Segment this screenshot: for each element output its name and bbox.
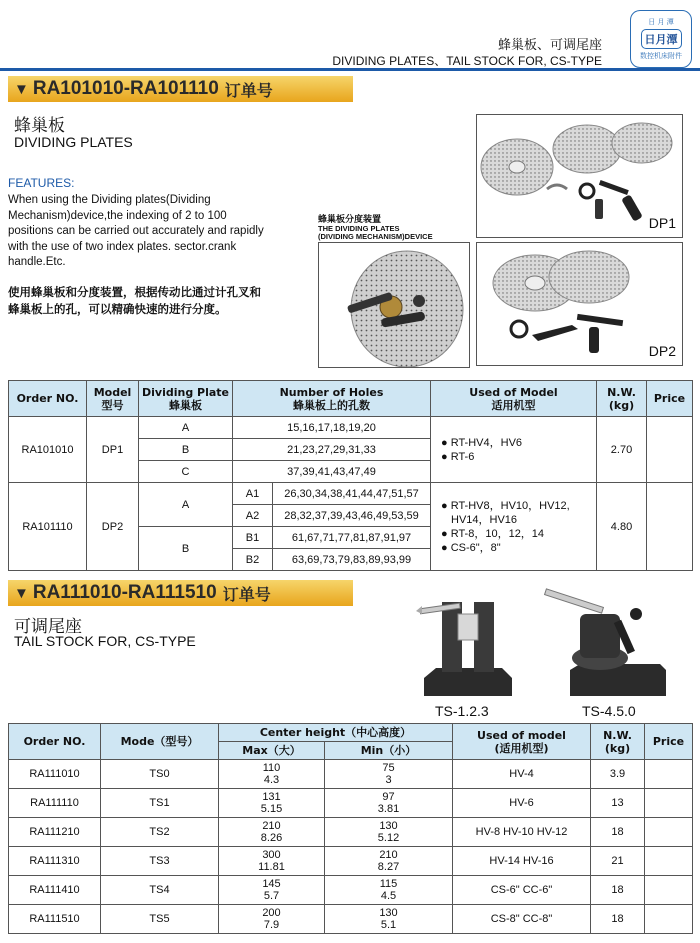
col-header-model xyxy=(87,381,139,417)
max-mm: 210 xyxy=(262,820,281,832)
section1-banner xyxy=(8,76,353,102)
sub-plate-cell: B2 xyxy=(233,549,273,571)
order-cell: RA111310 xyxy=(9,847,101,876)
table-row xyxy=(9,760,693,789)
sub-plate-cell: B1 xyxy=(233,527,273,549)
tailstock-ts123-image xyxy=(412,584,522,700)
mechanism-caption-en2: (DIVIDING MECHANISM)DEVICE xyxy=(318,232,433,241)
order-cell: RA111410 xyxy=(9,876,101,905)
max-cell xyxy=(219,847,325,876)
dividing-plates-table xyxy=(8,380,693,571)
nw-cell: 18 xyxy=(591,905,645,934)
col-header-price: Price xyxy=(647,381,693,417)
ts123-label: TS-1.2.3 xyxy=(435,703,489,719)
section1-order-label: 订单号 xyxy=(224,80,273,100)
col-header-used-en: Used of Model xyxy=(469,385,558,399)
min-inch: 3.81 xyxy=(377,803,400,815)
col-header-order: Order NO. xyxy=(9,724,101,760)
price-cell xyxy=(645,818,693,847)
holes-cell: 63,69,73,79,83,89,93,99 xyxy=(273,549,431,571)
section1-title-en: DIVIDING PLATES xyxy=(14,134,133,150)
mechanism-caption-en1: THE DIVIDING PLATES xyxy=(318,224,400,233)
col-header-nw-en: N.W. xyxy=(607,385,636,399)
col-header-nw-unit: (kg) xyxy=(608,398,635,412)
max-cell xyxy=(219,760,325,789)
max-mm: 300 xyxy=(262,849,281,861)
min-mm: 115 xyxy=(379,878,398,890)
max-inch: 4.3 xyxy=(263,774,280,786)
col-header-nw-unit: (kg) xyxy=(604,741,631,755)
dp1-label: DP1 xyxy=(648,215,676,231)
table-row xyxy=(9,876,693,905)
min-inch: 8.27 xyxy=(377,861,400,873)
order-cell: RA101010 xyxy=(9,417,87,483)
mode-cell: TS5 xyxy=(101,905,219,934)
col-header-plate-cn: 蜂巢板 xyxy=(169,398,202,412)
used-model-cell: HV-6 xyxy=(453,789,591,818)
col-header-used-cn: 适用机型 xyxy=(491,398,536,412)
table-row xyxy=(9,905,693,934)
nw-cell: 4.80 xyxy=(597,483,647,571)
header-title-en: DIVIDING PLATES、TAIL STOCK FOR, CS-TYPE xyxy=(332,54,602,68)
used-model-cell xyxy=(431,483,597,571)
col-header-used-en: Used of model xyxy=(477,728,566,742)
header-title-cn: 蜂巢板、可调尾座 xyxy=(497,38,602,53)
used-model-cell: HV-14 HV-16 xyxy=(453,847,591,876)
dp2-photo xyxy=(476,242,683,366)
col-header-center-height: Center height（中心高度） xyxy=(219,724,453,742)
mode-cell: TS1 xyxy=(101,789,219,818)
model-cell: DP2 xyxy=(87,483,139,571)
holes-cell: 37,39,41,43,47,49 xyxy=(233,461,431,483)
col-header-model-en: Model xyxy=(93,385,132,399)
section1-title-cn: 蜂巢板 xyxy=(14,116,65,136)
min-mm: 75 xyxy=(382,762,395,774)
col-header-used-cn: (适用机型) xyxy=(494,741,549,755)
order-cell: RA111210 xyxy=(9,818,101,847)
used-model-line: ● RT-6 xyxy=(441,450,475,463)
col-header-price: Price xyxy=(645,724,693,760)
price-cell xyxy=(645,760,693,789)
plate-cell: B xyxy=(139,439,233,461)
col-header-nw xyxy=(597,381,647,417)
max-inch: 11.81 xyxy=(258,861,285,873)
used-model-line: ● RT-HV4，HV6 xyxy=(441,436,523,449)
used-model-line: ● RT-8，10，12，14 xyxy=(441,527,545,540)
order-cell: RA111510 xyxy=(9,905,101,934)
nw-cell: 21 xyxy=(591,847,645,876)
mode-cell: TS2 xyxy=(101,818,219,847)
used-model-cell: CS-8" CC-8" xyxy=(453,905,591,934)
max-cell xyxy=(219,818,325,847)
section1-order-range: RA101010-RA101110 xyxy=(32,78,219,99)
dp1-photo xyxy=(476,114,683,238)
max-cell xyxy=(219,789,325,818)
price-cell xyxy=(645,905,693,934)
order-cell: RA111110 xyxy=(9,789,101,818)
col-header-model-cn: 型号 xyxy=(101,398,124,412)
table-row xyxy=(9,818,693,847)
used-model-cell: HV-8 HV-10 HV-12 xyxy=(453,818,591,847)
col-header-holes-en: Number of Holes xyxy=(279,385,384,399)
price-cell xyxy=(645,876,693,905)
order-cell: RA111010 xyxy=(9,760,101,789)
ts45-label: TS-4.5.0 xyxy=(582,703,636,719)
logo-bottom-text: 数控机床附件 xyxy=(640,52,682,60)
holes-cell: 28,32,37,39,43,46,49,53,59 xyxy=(273,505,431,527)
col-header-order: Order NO. xyxy=(9,381,87,417)
mechanism-caption-cn: 蜂巢板分度装置 xyxy=(318,215,382,225)
header-divider xyxy=(0,68,700,71)
section2-title-cn: 可调尾座 xyxy=(14,617,82,637)
min-mm: 97 xyxy=(382,791,395,803)
triangle-down-icon: ▼ xyxy=(14,584,29,602)
table-row xyxy=(9,789,693,818)
sub-plate-cell: A2 xyxy=(233,505,273,527)
used-model-cell: CS-6" CC-6" xyxy=(453,876,591,905)
plate-cell: A xyxy=(139,483,233,527)
order-cell: RA101110 xyxy=(9,483,87,571)
min-cell xyxy=(325,818,453,847)
brand-logo xyxy=(630,10,692,68)
min-cell xyxy=(325,847,453,876)
price-cell xyxy=(645,789,693,818)
min-inch: 3 xyxy=(385,774,392,786)
plate-cell: A xyxy=(139,417,233,439)
min-inch: 4.5 xyxy=(380,890,397,902)
min-cell xyxy=(325,876,453,905)
tailstock-ts45-image xyxy=(540,584,670,700)
nw-cell: 2.70 xyxy=(597,417,647,483)
col-header-mode: Mode（型号） xyxy=(101,724,219,760)
used-model-line: HV14，HV16 xyxy=(451,513,518,526)
used-model-line: ● RT-HV8，HV10，HV12, xyxy=(441,499,570,512)
col-header-used xyxy=(453,724,591,760)
min-mm: 210 xyxy=(379,849,398,861)
section2-order-label: 订单号 xyxy=(222,584,271,604)
max-inch: 5.7 xyxy=(263,890,280,902)
max-inch: 5.15 xyxy=(260,803,283,815)
min-mm: 130 xyxy=(379,907,398,919)
triangle-down-icon: ▼ xyxy=(14,80,29,98)
mode-cell: TS3 xyxy=(101,847,219,876)
min-cell xyxy=(325,760,453,789)
section2-banner xyxy=(8,580,353,606)
model-cell: DP1 xyxy=(87,417,139,483)
used-model-cell: HV-4 xyxy=(453,760,591,789)
nw-cell: 18 xyxy=(591,818,645,847)
max-mm: 145 xyxy=(262,878,281,890)
min-inch: 5.1 xyxy=(380,919,397,931)
mechanism-caption xyxy=(318,212,468,241)
holes-cell: 26,30,34,38,41,44,47,51,57 xyxy=(273,483,431,505)
col-header-nw-en: N.W. xyxy=(603,728,632,742)
max-mm: 110 xyxy=(262,762,281,774)
dp2-label: DP2 xyxy=(648,343,676,359)
holes-cell: 15,16,17,18,19,20 xyxy=(233,417,431,439)
features-text-cn: 使用蜂巢板和分度装置，根据传动比通过计孔叉和蜂巢板上的孔，可以精确快速的进行分度。 xyxy=(8,285,261,316)
holes-cell: 21,23,27,29,31,33 xyxy=(233,439,431,461)
max-inch: 7.9 xyxy=(263,919,280,931)
max-mm: 200 xyxy=(262,907,281,919)
mode-cell: TS4 xyxy=(101,876,219,905)
plate-cell: C xyxy=(139,461,233,483)
logo-top-text: 日 月 潭 xyxy=(648,18,674,26)
logo-mark: 日月潭 xyxy=(641,29,682,49)
ts45-photo xyxy=(540,584,670,700)
tail-stock-table xyxy=(8,723,693,934)
col-header-max: Max（大） xyxy=(219,742,325,760)
max-inch: 8.26 xyxy=(260,832,283,844)
price-cell xyxy=(645,847,693,876)
used-model-cell xyxy=(431,417,597,483)
price-cell xyxy=(647,417,693,483)
mode-cell: TS0 xyxy=(101,760,219,789)
col-header-plate xyxy=(139,381,233,417)
min-mm: 130 xyxy=(379,820,398,832)
section2-title-en: TAIL STOCK FOR, CS-TYPE xyxy=(14,633,196,649)
max-mm: 131 xyxy=(262,791,281,803)
section2-order-range: RA111010-RA111510 xyxy=(32,582,217,603)
table-row xyxy=(9,417,693,439)
min-inch: 5.12 xyxy=(377,832,400,844)
mechanism-photo xyxy=(318,242,470,368)
min-cell xyxy=(325,905,453,934)
col-header-nw xyxy=(591,724,645,760)
table-row xyxy=(9,483,693,505)
features-text: When using the Dividing plates(Dividing Mechanism)device,the indexing of 2 to 100 positions can be carried out accurately and rapidly with the use of two index plates. sector.crank handle.Etc. xyxy=(8,194,264,268)
dividing-mechanism-image xyxy=(319,243,469,367)
nw-cell: 13 xyxy=(591,789,645,818)
price-cell xyxy=(647,483,693,571)
used-model-line: ● CS-6"，8" xyxy=(441,541,501,554)
min-cell xyxy=(325,789,453,818)
nw-cell: 3.9 xyxy=(591,760,645,789)
ts123-photo xyxy=(412,584,522,700)
sub-plate-cell: A1 xyxy=(233,483,273,505)
col-header-min: Min（小） xyxy=(325,742,453,760)
col-header-holes xyxy=(233,381,431,417)
col-header-plate-en: Dividing Plate xyxy=(142,385,229,399)
holes-cell: 61,67,71,77,81,87,91,97 xyxy=(273,527,431,549)
nw-cell: 18 xyxy=(591,876,645,905)
features-label: FEATURES: xyxy=(8,176,75,190)
table-row xyxy=(9,847,693,876)
max-cell xyxy=(219,905,325,934)
col-header-holes-cn: 蜂巢板上的孔数 xyxy=(293,398,370,412)
col-header-used xyxy=(431,381,597,417)
plate-cell: B xyxy=(139,527,233,571)
max-cell xyxy=(219,876,325,905)
